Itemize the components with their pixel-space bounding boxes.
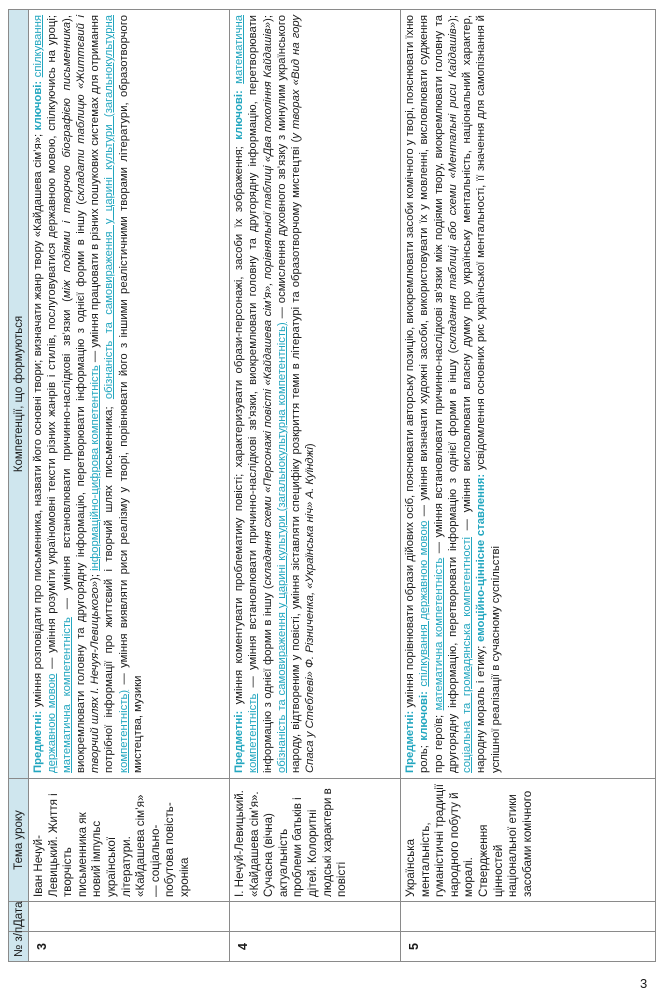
competence-name: соціальна та громадянська компетентності (461, 537, 473, 773)
competence-text: ), виокремлювати головну та другорядну інформацію, перетворювати інформацію з однієї форми в іншу ( (60, 15, 87, 773)
competence-category: Предметні: (404, 710, 416, 773)
lesson-plan-table (8, 9, 656, 962)
competence-text: складати таблицю «Життєвий і творчий шлях І. Нечуя-Левицького» (74, 15, 101, 773)
row-competences (401, 10, 656, 779)
competence-text: — уміння розуміти україномовні тексти різних жанрів і стилів, послуговуватися державною мовою, спілкуючись на уроці; (46, 15, 59, 674)
competence-category: ключові: (32, 80, 44, 131)
competence-text: уміння порівнювати образи дійових осіб, пояснювати авторську позицію, виокремлювати засоби комічного у творі, пояснювати їхню роль; (404, 15, 431, 773)
competence-name: обізнаність та самовираження у царині культури (загальнокультурна компетентність) (103, 15, 130, 773)
competence-text: у творах «Вид на гору Спаса у Стеблеві» Ф. Різниченка, «Українська ніч» А. Куїнджі (290, 15, 317, 773)
competence-category: Предметні: (32, 710, 44, 773)
competence-text: — уміння встановлювати причинно-наслідкові зв’язки ( (60, 298, 73, 618)
competence-text (32, 77, 44, 81)
competence-text: між подіями і творчою біографією письменника (60, 21, 73, 299)
competence-name: спілкування державною мовою (418, 520, 431, 687)
competence-name: математична компетентність (60, 617, 73, 773)
competence-text: ); (89, 570, 101, 581)
competence-text: ); (261, 15, 274, 22)
header-topic: Тема уроку (9, 779, 29, 902)
competence-category: ключові: (418, 691, 431, 741)
competence-name: обізнаність та самовираження у царині культури (загальнокультурна компетентність) (275, 322, 288, 773)
row-num: 4 (230, 932, 401, 962)
row-date (29, 902, 230, 932)
header-num: № з/п (9, 932, 29, 962)
competence-text: ) (304, 443, 317, 448)
competence-category: Предметні: (233, 710, 245, 773)
competence-text: — уміння встановлювати причинно-наслідкові зв’язки, виокремлювати головну та другорядну інформацію, перетворювати інформацію з однієї форми в іншу ( (247, 15, 274, 773)
table-row (401, 10, 656, 962)
row-competences (230, 10, 401, 779)
row-date (230, 902, 401, 932)
competence-text: — уміння працювати в різних пошукових системах для отримання потрібної інформації про життєвий і творчий шлях письменника; (89, 15, 116, 773)
row-num: 3 (29, 932, 230, 962)
row-topic: І. Нечуй-Левицький. «Кайдашева сім’я». Сучасна (вічна) актуальність проблеми батьків і дітей. Колоритні людські характери в повісті (230, 779, 401, 902)
table-row (29, 10, 230, 962)
competence-text: складання схеми «Персонажі повісті «Кайдашева сім’я», порівняльної таблиці «Два покоління Кайдашів» (261, 21, 274, 586)
competence-name: математична компетентність (432, 557, 445, 711)
competence-name: спілкування державною мовою (32, 14, 59, 773)
row-num: 5 (401, 932, 656, 962)
competence-name: інформаційно-цифрова компетентність (89, 365, 101, 571)
competence-text (233, 84, 245, 90)
competence-text: ); (446, 15, 459, 22)
competence-category: ключові: (233, 90, 245, 140)
competence-text: уміння розповідати про письменника, назвати його основні твори; визначати жанр твору «Кайдашева сім’я»; (32, 130, 44, 711)
table-row (230, 10, 401, 962)
competence-text: — уміння висловлювати власну думку про українську ментальність, національний характер, народну мораль і етику; (461, 15, 488, 773)
header-date: Дата (9, 902, 29, 932)
competence-text (418, 687, 430, 691)
header-competences: Компетенції, що формуються (9, 10, 29, 779)
row-date (401, 902, 656, 932)
competence-category: емоційно-ціннісне ставлення: (475, 473, 488, 642)
competence-text: — уміння виявляти риси реалізму у творі, порівнювати його з іншими реалістичними творами літератури, образотворчого мистецтва, музики (117, 15, 144, 773)
table-header-row (9, 10, 29, 962)
competence-text: усвідомлення основних рис української ментальності, її значення для самопізнання й успішної реалізації в сучасному суспільстві (475, 15, 502, 773)
row-competences (29, 10, 230, 779)
row-topic: Іван Нечуй-Левицький. Життя і творчість письменника як новий імпульс української літератури. «Кайдашева сім’я» — соціально-побутова повість-хроніка (29, 779, 230, 902)
competence-text: складання таблиці або схеми «Ментальні риси Кайдашів» (446, 21, 459, 350)
row-topic: Українська ментальність, гуманістичні традиції народного побуту й моралі. Ствердження цінностей національної етики засобами комічного (401, 779, 656, 902)
page-number: 3 (640, 976, 648, 991)
competence-text: уміння коментувати проблематику повісті; характеризувати образи-персонажі, засоби їх зображення; (233, 139, 245, 711)
rotated-table-area (8, 10, 656, 962)
competence-text: — уміння встановлювати причинно-наслідкові зв’язки між подіями твору, виокремлювати головну та другорядну інформацію, перетворювати інформацію з однієї форми в іншу ( (432, 15, 459, 773)
competence-text: — уміння визначати художні засоби, використовувати їх у мовленні, висловлювати судження про героїв; (418, 14, 445, 773)
competence-text: — осмислення духовного зв’язку з минулим українського народу, відтвореним у повісті, уміння зіставляти специфіку розкриття теми в літературі та образотворчому мистецтві ( (275, 15, 302, 773)
competence-name: математична компетентність (233, 15, 260, 773)
